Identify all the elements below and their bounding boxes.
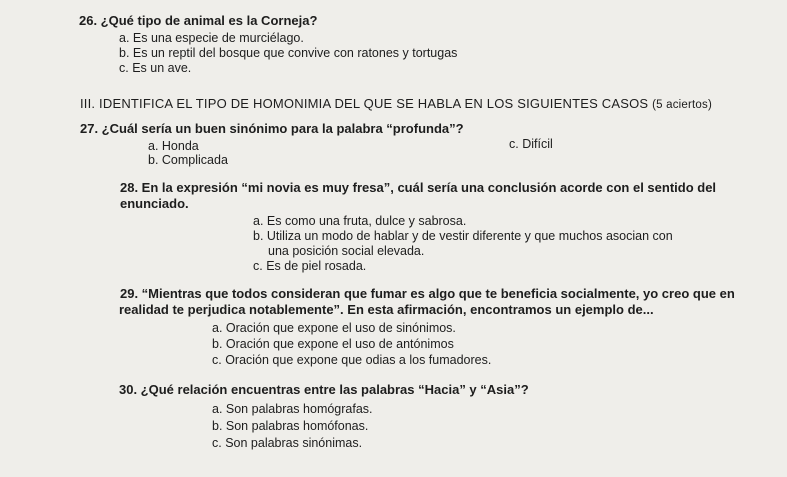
question-28-line1: 28. En la expresión “mi novia es muy fresa”, cuál sería una conclusión acorde con el sentido del [120,180,717,195]
question-28-line2: enunciado. [120,196,189,211]
q27-option-c: c. Difícil [509,137,553,151]
q28-option-b: b. Utiliza un modo de hablar y de vestir diferente y que muchos asocian con [253,229,673,243]
section-title-text: III. IDENTIFICA EL TIPO DE HOMONIMIA DEL QUE SE HABLA EN LOS SIGUIENTES CASOS [80,96,649,111]
q27-option-a: a. Honda [148,139,199,153]
question-26: 26. ¿Qué tipo de animal es la Corneja? [79,13,318,28]
q28-option-b-cont: una posición social elevada. [268,244,425,258]
q26-option-b: b. Es un reptil del bosque que convive con ratones y tortugas [119,46,458,60]
section-note: (5 aciertos) [652,99,713,111]
question-29-line1: 29. “Mientras que todos consideran que fumar es algo que te beneficia socialmente, yo creo que en [120,286,735,301]
q29-option-b: b. Oración que expone el uso de antónimos [212,337,454,351]
q26-option-c: c. Es un ave. [119,61,192,75]
q30-option-c: c. Son palabras sinónimas. [212,436,363,450]
question-27: 27. ¿Cuál sería un buen sinónimo para la palabra “profunda”? [80,121,464,136]
q30-option-a: a. Son palabras homógrafas. [212,402,373,416]
q27-option-b: b. Complicada [148,153,228,167]
question-30: 30. ¿Qué relación encuentras entre las palabras “Hacia” y “Asia”? [119,382,529,397]
q26-option-a: a. Es una especie de murciélago. [119,31,304,45]
q29-option-c: c. Oración que expone que odias a los fumadores. [212,353,492,367]
section-title [80,96,712,113]
question-29-line2: realidad te perjudica notablemente”. En esta afirmación, encontramos un ejemplo de... [119,302,654,317]
q28-option-a: a. Es como una fruta, dulce y sabrosa. [253,214,467,228]
q30-option-b: b. Son palabras homófonas. [212,419,369,433]
q29-option-a: a. Oración que expone el uso de sinónimos. [212,321,456,335]
q28-option-c: c. Es de piel rosada. [253,259,367,273]
